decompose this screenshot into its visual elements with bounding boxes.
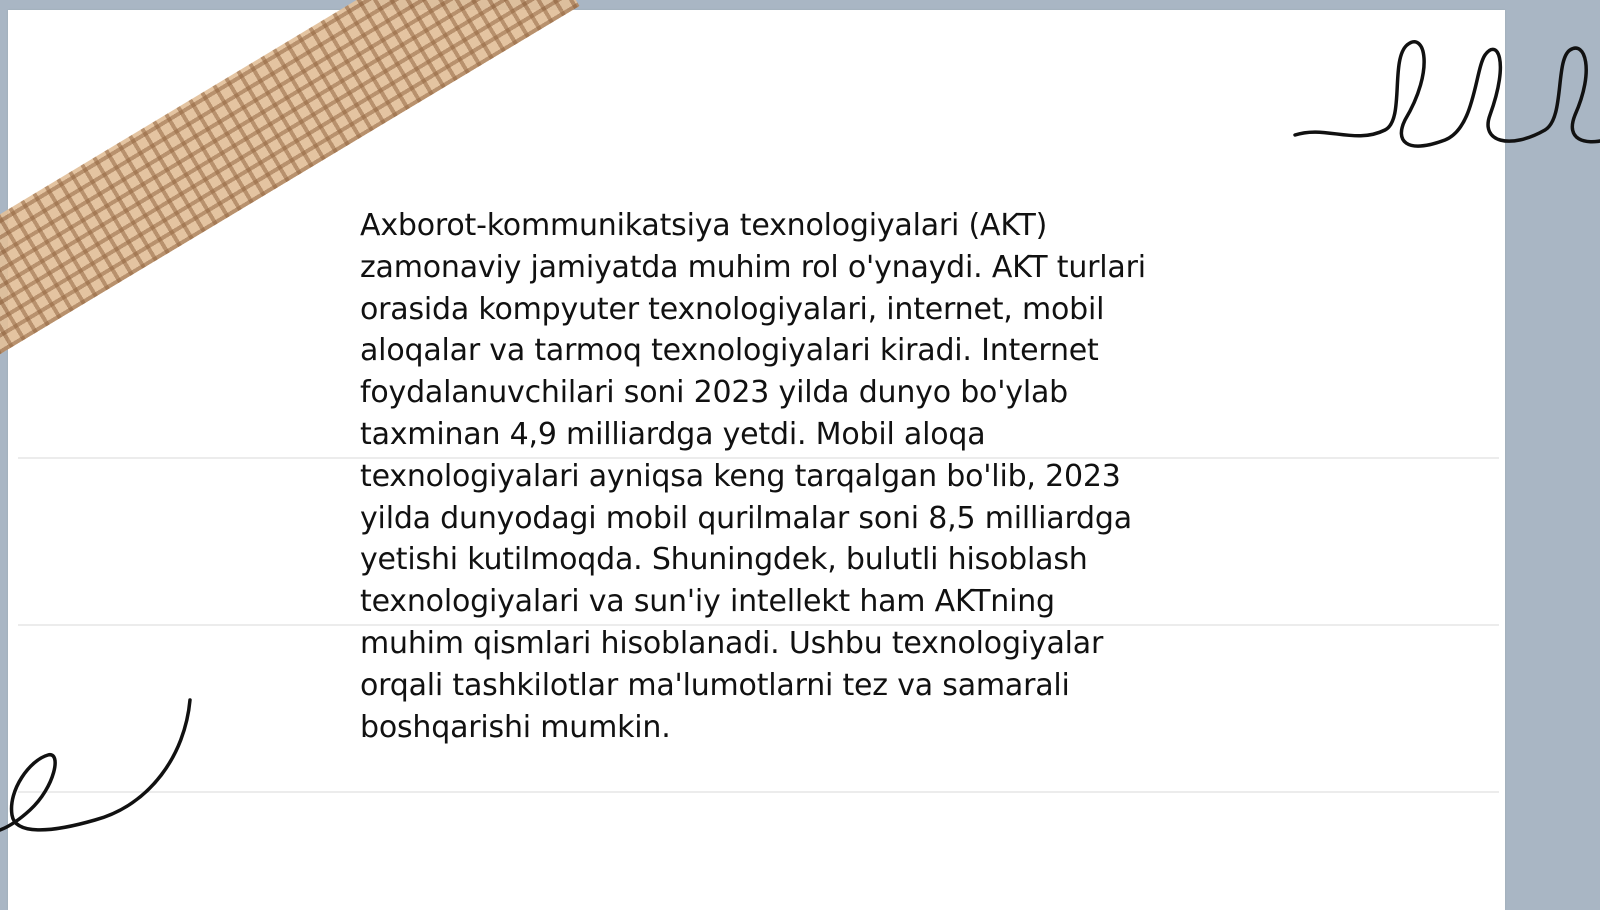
text-line: foydalanuvchilari soni 2023 yilda dunyo bo'ylab [360, 375, 1068, 411]
text-line: orqali tashkilotlar ma'lumotlarni tez va samarali [360, 667, 1070, 703]
text-line: texnologiyalari va sun'iy intellekt ham AKTning [360, 584, 1055, 620]
text-line: yetishi kutilmoqda. Shuningdek, bulutli hisoblash [360, 542, 1088, 578]
text-line: boshqarishi mumkin. [360, 709, 671, 745]
text-line: muhim qismlari hisoblanadi. Ushbu texnologiyalar [360, 625, 1104, 661]
text-line: aloqalar va tarmoq texnologiyalari kiradi. Internet [360, 333, 1099, 369]
text-line: Axborot-kommunikatsiya texnologiyalari (AKT) [360, 208, 1048, 243]
text-line: texnologiyalari ayniqsa keng tarqalgan bo'lib, 2023 [360, 458, 1121, 494]
text-line: taxminan 4,9 milliardga yetdi. Mobil aloqa [360, 416, 986, 452]
swirl-scribble-icon [0, 695, 200, 850]
text-line: yilda dunyodagi mobil qurilmalar soni 8,5 milliardga [360, 500, 1132, 536]
text-line: orasida kompyuter texnologiyalari, internet, mobil [360, 291, 1105, 327]
body-paragraph [360, 205, 1240, 748]
paper-rule-line [18, 791, 1499, 793]
loop-scribble-icon [1285, 30, 1600, 170]
text-line: zamonaviy jamiyatda muhim rol o'ynaydi. AKT turlari [360, 249, 1146, 285]
